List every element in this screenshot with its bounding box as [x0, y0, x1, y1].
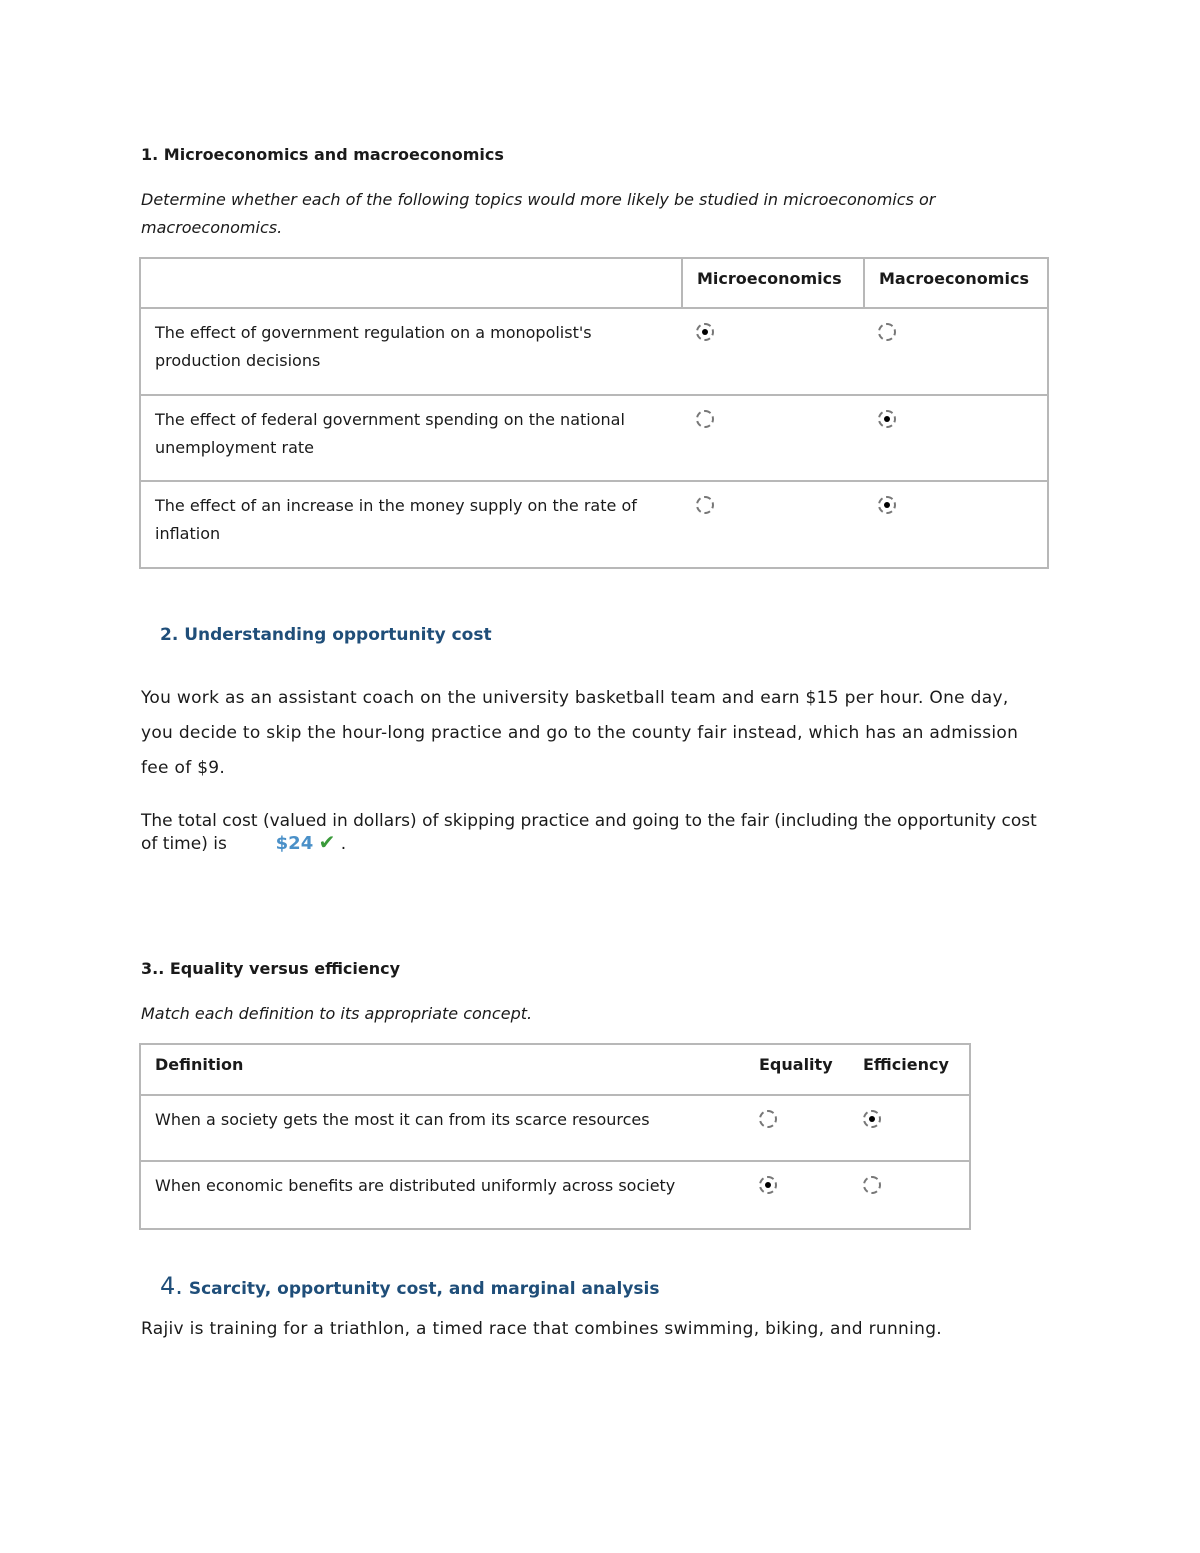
q3-title: 3.. Equality versus efficiency [141, 959, 401, 978]
q2-question [141, 811, 1051, 855]
q2-paragraph: You work as an assistant coach on the university basketball team and earn $15 per hour. One day, you decide to skip the hour-long practice and go to the county fair instead, which has an admission fee of $9. [141, 688, 1019, 778]
q1-topic: The effect of an increase in the money supply on the rate of inflation [140, 481, 682, 568]
q4-title: Scarcity, opportunity cost, and marginal analysis [188, 1279, 660, 1299]
radio-efficiency-selected[interactable] [863, 1110, 881, 1128]
q3-header-equality: Equality [745, 1044, 849, 1095]
radio-efficiency[interactable] [863, 1176, 881, 1194]
q2-suffix: . [340, 834, 347, 854]
radio-micro[interactable] [696, 496, 714, 514]
checkmark-icon: ✔ [318, 830, 336, 854]
q2-question-text: The total cost (valued in dollars) of skipping practice and going to the fair (including the opportunity cost of time) is [141, 811, 1037, 854]
radio-equality[interactable] [759, 1110, 777, 1128]
table-row [140, 395, 1048, 481]
radio-equality-selected[interactable] [759, 1176, 777, 1194]
q3-table [139, 1043, 971, 1230]
q3-definition: When economic benefits are distributed uniformly across society [140, 1161, 745, 1229]
q3-definition: When a society gets the most it can from its scarce resources [140, 1095, 745, 1161]
radio-macro-selected[interactable] [878, 410, 896, 428]
q3-header-efficiency: Efficiency [849, 1044, 970, 1095]
radio-macro[interactable] [878, 323, 896, 341]
q1-header-blank [140, 258, 682, 308]
q3-header-definition: Definition [140, 1044, 745, 1095]
q2-title: 2. Understanding opportunity cost [160, 625, 492, 645]
q1-topic: The effect of federal government spending on the national unemployment rate [140, 395, 682, 481]
radio-macro-selected[interactable] [878, 496, 896, 514]
q1-header-micro: Microeconomics [682, 258, 864, 308]
q1-table [139, 257, 1049, 569]
q4-paragraph: Rajiv is training for a triathlon, a timed race that combines swimming, biking, and running. [141, 1319, 942, 1339]
q1-header-macro: Macroeconomics [864, 258, 1048, 308]
table-row [140, 1095, 970, 1161]
table-row [140, 308, 1048, 395]
q3-instructions: Match each definition to its appropriate concept. [141, 1004, 533, 1023]
table-row [140, 481, 1048, 568]
q2-answer: $24 [275, 833, 314, 854]
radio-micro[interactable] [696, 410, 714, 428]
q1-instructions: Determine whether each of the following topics would more likely be studied in microeconomics or macroeconomics. [141, 190, 936, 237]
q4-heading [160, 1272, 659, 1300]
table-row [140, 1161, 970, 1229]
q4-number: 4. [160, 1272, 183, 1300]
q1-title: 1. Microeconomics and macroeconomics [141, 145, 504, 164]
radio-micro-selected[interactable] [696, 323, 714, 341]
q1-topic: The effect of government regulation on a monopolist's production decisions [140, 308, 682, 395]
